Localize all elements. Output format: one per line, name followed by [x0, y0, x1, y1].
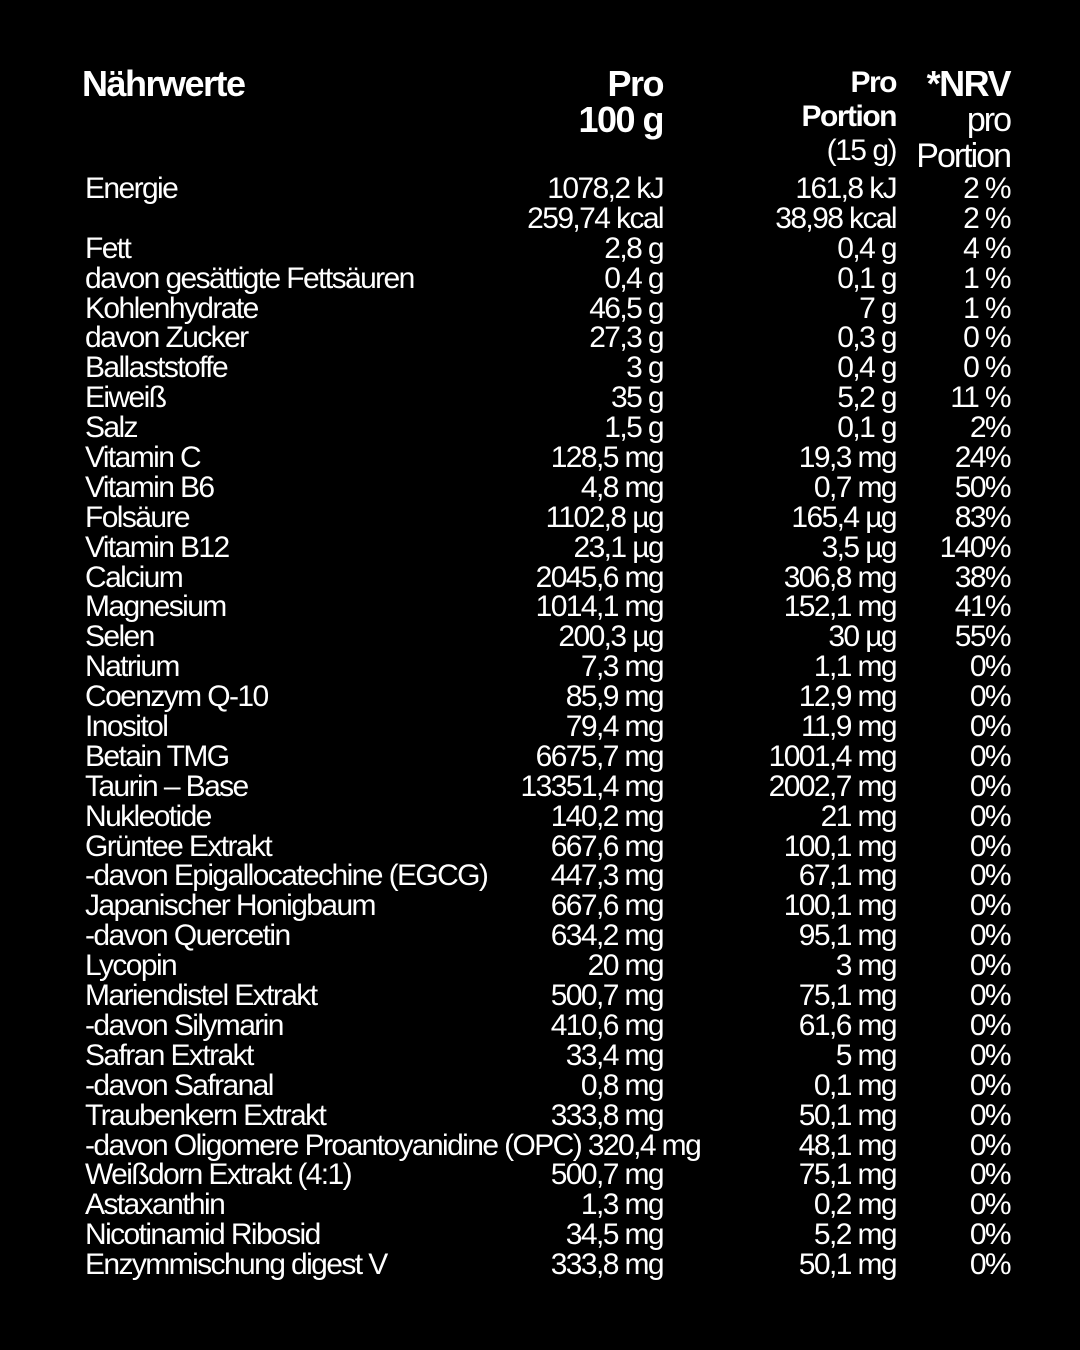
value-per-portion: 1,1 mg — [813, 650, 896, 684]
table-row — [0, 1190, 1080, 1220]
value-nrv: 0% — [969, 739, 1010, 773]
value-nrv: 0% — [969, 650, 1010, 684]
nutrient-name: Calcium — [85, 560, 183, 594]
table-row — [0, 799, 1080, 833]
value-per-portion: 100,1 mg — [783, 829, 896, 863]
value-nrv: 83% — [954, 500, 1010, 534]
table-row — [0, 353, 1080, 383]
nutrient-name: Magnesium — [85, 590, 226, 624]
value-per-portion: 306,8 mg — [783, 560, 896, 594]
value-nrv: 0% — [969, 919, 1010, 953]
header-per-portion — [802, 66, 897, 168]
nutrient-name: Japanischer Honigbaum — [85, 889, 375, 923]
value-per-portion: 19,3 mg — [798, 441, 896, 475]
value-per-100g: 333,8 mg — [550, 1248, 663, 1282]
nutrient-name: Safran Extrakt — [85, 1038, 253, 1072]
table-row — [0, 443, 1080, 473]
value-per-portion: 152,1 mg — [783, 590, 896, 624]
table-row — [0, 739, 1080, 773]
value-per-100g: 1102,8 µg — [545, 500, 663, 534]
nutrient-name: davon Zucker — [85, 321, 248, 355]
header-nrv-line3: Portion — [916, 137, 1010, 175]
value-per-portion: 21 mg — [820, 799, 896, 833]
value-per-100g: 85,9 mg — [565, 680, 663, 714]
value-nrv: 0% — [969, 979, 1010, 1013]
table-row — [0, 1038, 1080, 1072]
table-row — [0, 981, 1080, 1011]
table-row — [0, 829, 1080, 863]
value-nrv: 0% — [969, 889, 1010, 923]
value-per-100g: 410,6 mg — [550, 1008, 663, 1042]
value-nrv: 50% — [954, 470, 1010, 504]
nutrient-name: Lycopin — [85, 949, 177, 983]
nutrient-name: Selen — [85, 620, 154, 654]
nutrient-name: Traubenkern Extrakt — [85, 1098, 326, 1132]
value-nrv: 11 % — [950, 381, 1010, 415]
value-per-100g: 1014,1 mg — [535, 590, 663, 624]
value-per-100g: 1,5 g — [604, 411, 663, 445]
value-per-100g: 500,7 mg — [550, 979, 663, 1013]
table-row — [0, 682, 1080, 712]
value-per-100g: 35 g — [611, 381, 663, 415]
value-nrv: 0% — [969, 1008, 1010, 1042]
value-per-portion: 75,1 mg — [798, 979, 896, 1013]
header-per-100g — [578, 63, 663, 140]
table-row — [0, 383, 1080, 413]
value-nrv: 140% — [939, 530, 1010, 564]
value-per-100g: 667,6 mg — [550, 889, 663, 923]
value-per-portion: 11,9 mg — [801, 710, 896, 744]
table-row — [0, 861, 1080, 891]
table-row — [0, 622, 1080, 652]
value-nrv: 0% — [969, 1158, 1010, 1192]
table-row — [0, 231, 1080, 265]
value-per-portion: 5,2 mg — [813, 1218, 896, 1252]
header-nrv — [916, 63, 1010, 175]
header-per-portion-line2: Portion — [801, 100, 896, 133]
value-per-portion: 0,2 mg — [813, 1188, 896, 1222]
value-per-100g: 447,3 mg — [550, 859, 663, 893]
value-per-100g: 33,4 mg — [565, 1038, 663, 1072]
value-per-100g: 128,5 mg — [550, 441, 663, 475]
value-nrv: 0% — [969, 1038, 1010, 1072]
value-per-100g: 333,8 mg — [550, 1098, 663, 1132]
nutrient-name: Coenzym Q-10 — [85, 680, 268, 714]
value-per-portion: 5,2 g — [837, 381, 896, 415]
table-row — [0, 1008, 1080, 1042]
nutrient-name: Weißdorn Extrakt (4:1) — [85, 1158, 352, 1192]
value-nrv: 41% — [954, 590, 1010, 624]
header-per-portion-line3: (15 g) — [826, 134, 896, 167]
value-nrv: 1 % — [963, 291, 1010, 325]
value-per-portion: 0,3 g — [837, 321, 896, 355]
table-row — [0, 413, 1080, 443]
table-row — [0, 1068, 1080, 1102]
table-row — [0, 174, 1080, 204]
nutrient-name: Eiweiß — [85, 381, 166, 415]
value-per-100g: 1,3 mg — [580, 1188, 663, 1222]
value-per-100g: 634,2 mg — [550, 919, 663, 953]
value-nrv: 2 % — [963, 201, 1010, 235]
value-per-100g: 3 g — [626, 351, 663, 385]
value-per-portion: 5 mg — [835, 1038, 896, 1072]
table-row — [0, 951, 1080, 981]
value-per-portion: 0,1 g — [837, 261, 896, 295]
value-per-100g: 0,4 g — [604, 261, 663, 295]
value-per-100g: 0,8 mg — [580, 1068, 663, 1102]
value-per-portion: 0,4 g — [837, 351, 896, 385]
table-row — [0, 261, 1080, 295]
table-row — [0, 291, 1080, 325]
value-nrv: 0% — [969, 769, 1010, 803]
value-nrv: 0% — [969, 1188, 1010, 1222]
nutrient-name: Grüntee Extrakt — [85, 829, 272, 863]
value-per-100g: 140,2 mg — [550, 799, 663, 833]
nutrient-name: Nukleotide — [85, 799, 211, 833]
header-nutrients — [82, 63, 245, 104]
value-nrv: 0% — [969, 1068, 1010, 1102]
value-per-portion: 48,1 mg — [798, 1128, 896, 1162]
value-per-100g: 667,6 mg — [550, 829, 663, 863]
value-per-portion: 38,98 kcal — [775, 201, 896, 235]
value-per-portion: 0,7 mg — [813, 470, 896, 504]
value-per-portion: 100,1 mg — [783, 889, 896, 923]
value-per-portion: 3 mg — [835, 949, 896, 983]
value-per-100g: 27,3 g — [589, 321, 663, 355]
value-per-portion: 2002,7 mg — [768, 769, 896, 803]
value-nrv: 0 % — [963, 321, 1010, 355]
nutrient-name: Kohlenhydrate — [85, 291, 258, 325]
value-nrv: 55% — [954, 620, 1010, 654]
value-per-100g: 1078,2 kJ — [547, 172, 663, 205]
value-per-100g: 500,7 mg — [550, 1158, 663, 1192]
table-row — [0, 1160, 1080, 1190]
value-per-100g: 46,5 g — [589, 291, 663, 325]
nutrient-name: Fett — [85, 231, 131, 265]
nutrient-name: -davon Quercetin — [85, 919, 290, 953]
value-per-portion: 1001,4 mg — [768, 739, 896, 773]
value-per-portion: 50,1 mg — [798, 1098, 896, 1132]
nutrient-name: -davon Epigallocatechine (EGCG) — [85, 859, 488, 893]
header-per-portion-line1: Pro — [850, 66, 896, 99]
value-nrv: 38% — [954, 560, 1010, 594]
table-row — [0, 470, 1080, 504]
value-per-portion: 50,1 mg — [798, 1248, 896, 1282]
value-per-100g: 200,3 µg — [558, 620, 663, 654]
table-row — [0, 592, 1080, 622]
value-per-100g: 2045,6 mg — [535, 560, 663, 594]
value-per-portion: 61,6 mg — [798, 1008, 896, 1042]
value-per-portion: 75,1 mg — [798, 1158, 896, 1192]
value-nrv: 4 % — [963, 231, 1010, 265]
value-per-portion: 7 g — [859, 291, 896, 325]
table-row — [0, 1220, 1080, 1250]
nutrient-name: Nicotinamid Ribosid — [85, 1218, 320, 1252]
header-nrv-line2: pro — [966, 101, 1010, 139]
header-nutrients-label: Nährwerte — [82, 63, 245, 104]
value-per-portion: 67,1 mg — [798, 859, 896, 893]
nutrient-name: Betain TMG — [85, 739, 229, 773]
value-per-portion: 0,1 mg — [813, 1068, 896, 1102]
value-per-100g: 79,4 mg — [565, 710, 663, 744]
nutrient-name: Taurin – Base — [85, 769, 248, 803]
nutrient-name: davon gesättigte Fettsäuren — [85, 261, 414, 295]
header-per-100g-line2: 100 g — [578, 99, 663, 140]
value-per-portion: 0,1 g — [837, 411, 896, 445]
value-per-100g: 7,3 mg — [580, 650, 663, 684]
value-nrv: 0% — [969, 949, 1010, 983]
value-nrv: 2 % — [963, 172, 1010, 205]
nutrient-name: Inositol — [85, 710, 168, 744]
value-nrv: 1 % — [963, 261, 1010, 295]
value-per-portion: 165,4 µg — [791, 500, 896, 534]
table-row — [0, 1250, 1080, 1280]
value-nrv: 0% — [969, 1248, 1010, 1282]
nutrient-name: -davon Oligomere Proantoyanidine (OPC) 320,4 mg — [85, 1128, 701, 1162]
nutrient-name: Salz — [85, 411, 137, 445]
nutrient-name: Vitamin C — [85, 441, 201, 475]
nutrient-name: Vitamin B12 — [85, 530, 229, 564]
table-row — [0, 921, 1080, 951]
table-row — [0, 323, 1080, 353]
nutrient-name: -davon Safranal — [85, 1068, 273, 1102]
nutrient-name: Enzymmischung digest V — [85, 1248, 387, 1282]
table-row — [0, 560, 1080, 594]
nutrient-name: Astaxanthin — [85, 1188, 225, 1222]
value-per-100g: 259,74 kcal — [527, 201, 663, 235]
value-nrv: 0% — [969, 1218, 1010, 1252]
value-per-100g: 13351,4 mg — [520, 769, 663, 803]
nutrient-name: Vitamin B6 — [85, 470, 214, 504]
value-per-portion: 0,4 g — [837, 231, 896, 265]
value-per-100g: 34,5 mg — [565, 1218, 663, 1252]
value-nrv: 0% — [969, 1128, 1010, 1162]
table-row — [0, 201, 1080, 235]
value-per-100g: 2,8 g — [604, 231, 663, 265]
table-row — [0, 530, 1080, 564]
value-per-portion: 3,5 µg — [821, 530, 896, 564]
value-per-100g: 4,8 mg — [580, 470, 663, 504]
table-row — [0, 712, 1080, 742]
header-nrv-line1: *NRV — [926, 63, 1010, 104]
nutrient-name: -davon Silymarin — [85, 1008, 283, 1042]
value-per-100g: 23,1 µg — [573, 530, 663, 564]
table-row — [0, 500, 1080, 534]
table-row — [0, 891, 1080, 921]
value-per-100g: 6675,7 mg — [535, 739, 663, 773]
table-row — [0, 1098, 1080, 1132]
value-nrv: 0% — [969, 799, 1010, 833]
value-nrv: 0% — [969, 859, 1010, 893]
nutrient-name: Folsäure — [85, 500, 189, 534]
value-nrv: 2% — [969, 411, 1010, 445]
nutrient-name: Ballaststoffe — [85, 351, 228, 385]
table-row — [0, 769, 1080, 803]
value-nrv: 0% — [969, 680, 1010, 714]
nutrition-rows — [0, 174, 1080, 1280]
table-row — [0, 652, 1080, 682]
value-per-portion: 12,9 mg — [798, 680, 896, 714]
value-nrv: 0% — [969, 710, 1010, 744]
value-per-100g: 20 mg — [587, 949, 663, 983]
table-row — [0, 1128, 1080, 1162]
value-per-portion: 161,8 kJ — [795, 172, 896, 205]
value-per-portion: 95,1 mg — [798, 919, 896, 953]
value-nrv: 24% — [954, 441, 1010, 475]
value-per-portion: 30 µg — [828, 620, 896, 654]
value-nrv: 0 % — [963, 351, 1010, 385]
header-per-100g-line1: Pro — [607, 63, 663, 104]
nutrient-name: Mariendistel Extrakt — [85, 979, 317, 1013]
nutrient-name: Energie — [85, 172, 178, 205]
nutrient-name: Natrium — [85, 650, 179, 684]
value-nrv: 0% — [969, 1098, 1010, 1132]
value-nrv: 0% — [969, 829, 1010, 863]
